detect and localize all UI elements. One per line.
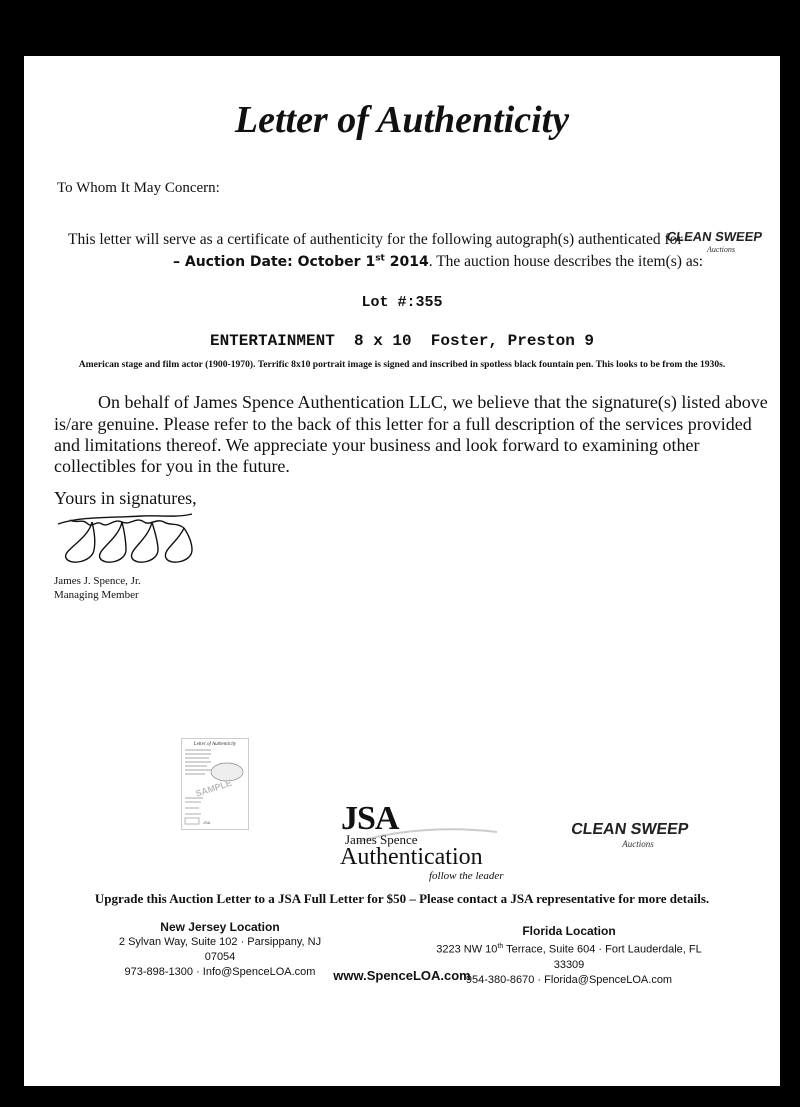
item-title: ENTERTAINMENT 8 x 10 Foster, Preston 9 [209,332,595,350]
intro-line-2: – Auction Date: October 1st 2014. The auction house describes the item(s) as: [173,253,704,270]
clean-sweep-logo [665,226,764,256]
fl-heading: Florida Location [522,924,616,938]
fl-contact: 954-380-8670 · Florida@SpenceLOA.com [465,973,673,986]
upgrade-notice: Upgrade this Auction Letter to a JSA Full Letter for $50 – Please contact a JSA representative for more details. [94,891,710,906]
body-line-3: and limitations thereof. We appreciate your business and look forward to examining other [54,435,700,455]
thumb-title: Letter of Authenticity [193,742,237,747]
nj-heading: New Jersey Location [160,920,280,934]
jsa-logo-text: JSA [341,800,399,837]
clean-sweep-logo-footer [570,814,690,852]
nj-address: 2 Sylvan Way, Suite 102 · Parsippany, NJ 07054 [118,936,322,963]
item-description: American stage and film actor (1900-1970). Terrific 8x10 portrait image is signed and inscribed in spotless black fountain pen. This looks to be from the 1930s. [78,359,726,370]
jsa-logo-authentication: Authentication [340,844,483,870]
thumb-jsa: JSA [203,820,211,825]
nj-contact: 973-898-1300 · Info@SpenceLOA.com [124,966,316,978]
clean-sweep-logo-sub: Auctions [707,245,735,254]
clean-sweep-footer-text: CLEAN SWEEP [570,820,690,838]
signer-name: James J. Spence, Jr. [54,575,141,587]
signer-title: Managing Member [54,589,139,601]
body-line-2: is/are genuine. Please refer to the back of this letter for a full description of the services provided [54,414,752,434]
body-line-1: On behalf of James Spence Authentication LLC, we believe that the signature(s) listed above [98,392,768,412]
auction-date: – Auction Date: October 1st 2014 [173,253,429,270]
clean-sweep-footer-sub: Auctions [622,839,654,849]
sample-letter-thumbnail [181,738,249,830]
letter-page [24,56,780,1086]
fl-address: 3223 NW 10th Terrace, Suite 604 · Fort Lauderdale, FL 33309 [436,943,702,971]
website-link[interactable]: www.SpenceLOA.com [333,968,471,983]
closing: Yours in signatures, [54,488,197,508]
signature [52,510,202,566]
intro-line-1: This letter will serve as a certificate of authenticity for the following autograph(s) authenticated for [68,231,683,248]
signer-block [54,574,141,602]
thumb-sample-watermark: SAMPLE [194,777,234,799]
body-line-4: collectibles for you in the future. [54,456,290,476]
letter-title: Letter of Authenticity [234,99,570,141]
jsa-logo-sub: James Spence [345,832,418,847]
lot-number: Lot #:355 [361,294,443,311]
clean-sweep-logo-text: CLEAN SWEEP [665,229,764,244]
jsa-logo-tagline: follow the leader [429,870,504,882]
salutation: To Whom It May Concern: [57,180,220,196]
